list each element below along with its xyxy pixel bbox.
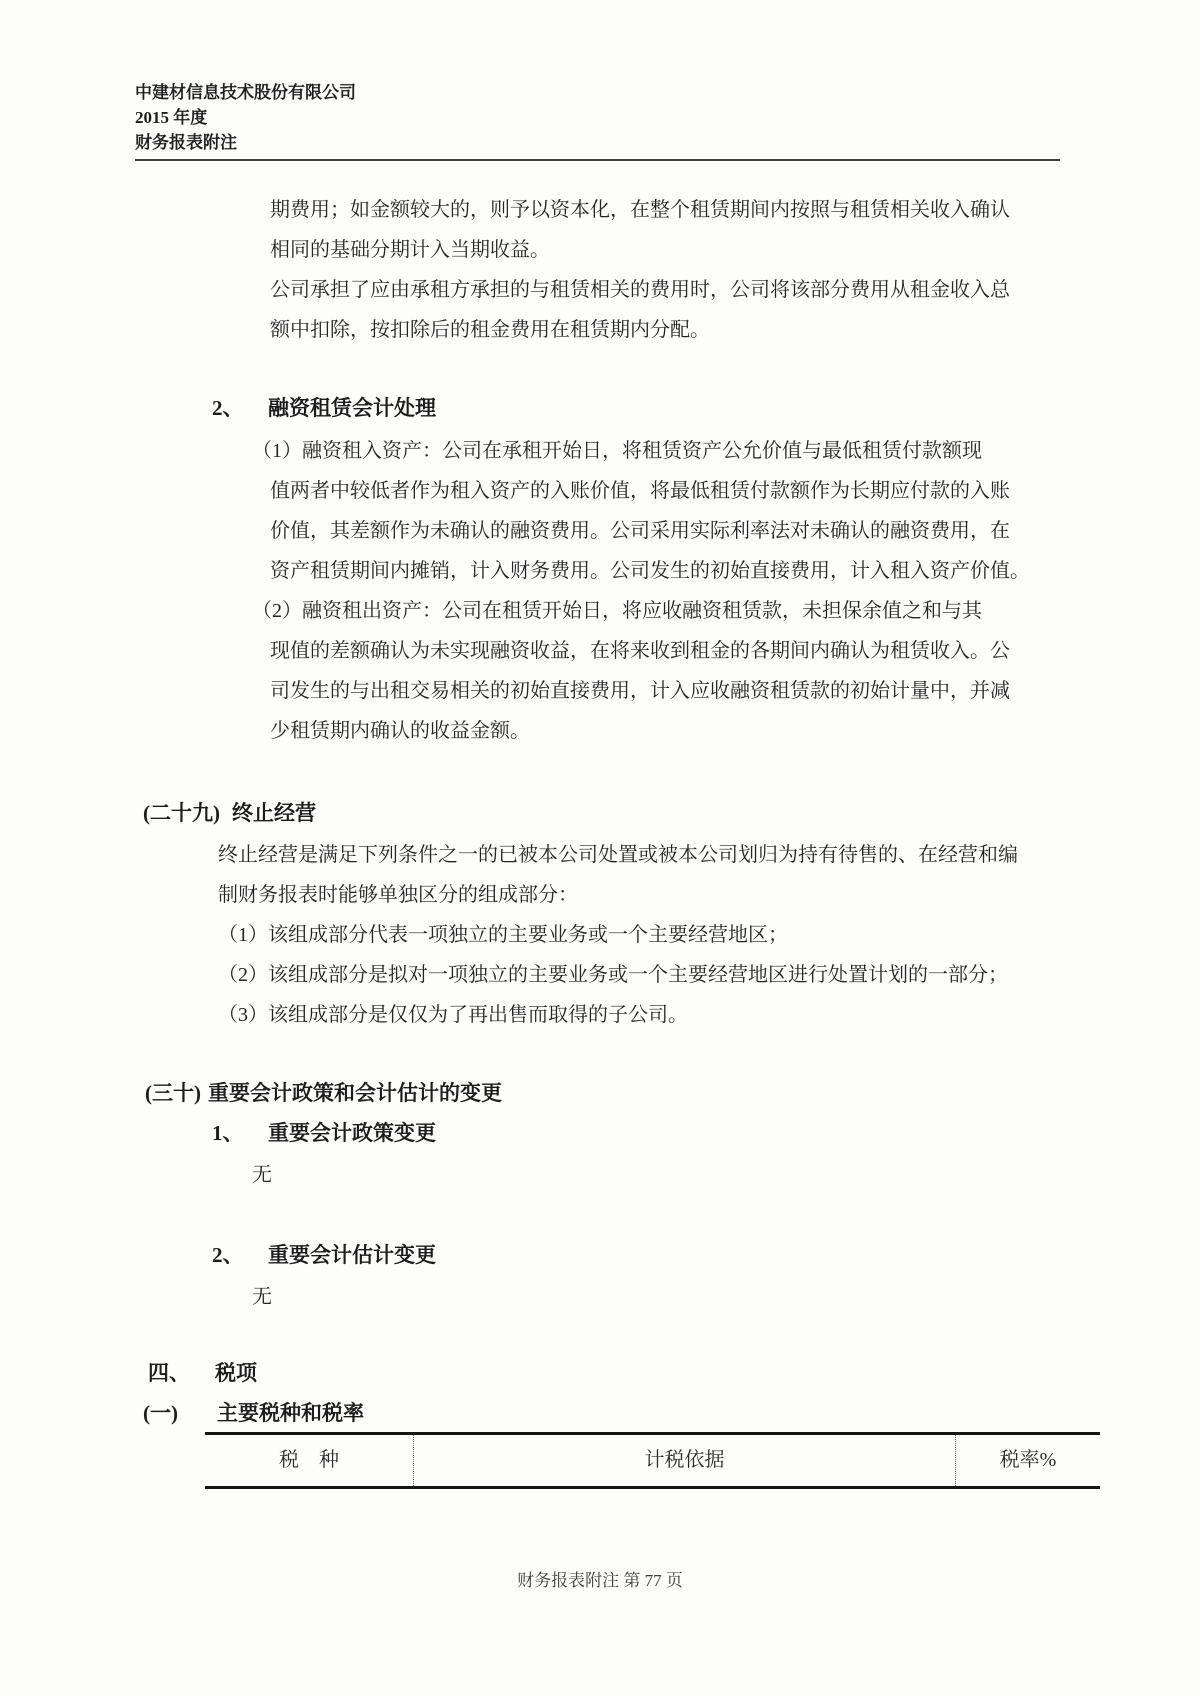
heading-title: 重要会计估计变更 <box>268 1243 436 1267</box>
operating-lease-paragraph <box>270 190 1010 350</box>
text-line: 少租赁期内确认的收益金额。 <box>270 720 530 742</box>
text-line: 终止经营是满足下列条件之一的已被本公司处置或被本公司划归为持有待售的、在经营和编 <box>218 844 1018 866</box>
text-line: 公司承担了应由承租方承担的与租赁相关的费用时，公司将该部分费用从租金收入总 <box>270 279 1010 301</box>
heading-number: (一) <box>143 1401 178 1425</box>
text-line: 司发生的与出租交易相关的初始直接费用，计入应收融资租赁款的初始计量中，并减 <box>270 680 1010 702</box>
heading-number: 2、 <box>212 1243 244 1267</box>
text-line: （2）该组成部分是拟对一项独立的主要业务或一个主要经营地区进行处置计划的一部分； <box>218 964 1008 986</box>
text-line: 价值，其差额作为未确认的融资费用。公司采用实际利率法对未确认的融资费用，在 <box>270 520 1010 542</box>
text-line: 期费用；如金额较大的，则予以资本化，在整个租赁期间内按照与租赁相关收入确认 <box>270 199 1010 221</box>
tax-subsection-heading <box>143 1400 364 1426</box>
header-divider-rule <box>135 159 1060 161</box>
policy-change-content-2: 无 <box>252 1286 272 1308</box>
policy-change-subheading-1 <box>212 1120 436 1146</box>
tax-table-header-tax-rate: 税率% <box>999 1449 1057 1471</box>
text-line: （1）融资租入资产：公司在承租开始日，将租赁资产公允价值与最低租赁付款额现 <box>252 440 982 462</box>
text-line: 相同的基础分期计入当期收益。 <box>270 239 550 261</box>
discontinued-operations-paragraph <box>218 835 1018 1035</box>
header-report-year: 2015 年度 <box>135 108 208 127</box>
text-line: 现值的差额确认为未实现融资收益，在将来收到租金的各期间内确认为租赁收入。公 <box>270 640 1010 662</box>
finance-lease-heading <box>212 395 436 421</box>
policy-change-subheading-2 <box>212 1242 436 1268</box>
text-line: （3）该组成部分是仅仅为了再出售而取得的子公司。 <box>218 1004 688 1026</box>
tax-rate-table <box>205 1432 1100 1489</box>
text-line: （2）融资租出资产：公司在租赁开始日，将应收融资租赁款，未担保余值之和与其 <box>252 600 982 622</box>
tax-table-header-tax-basis: 计税依据 <box>414 1435 956 1486</box>
tax-table-header-tax-type: 税 种 <box>205 1435 414 1486</box>
heading-number: 2、 <box>212 396 244 420</box>
policy-changes-heading <box>145 1080 502 1106</box>
heading-title: 重要会计政策和会计估计的变更 <box>208 1081 502 1105</box>
heading-number: 1、 <box>212 1121 244 1145</box>
heading-title: 主要税种和税率 <box>217 1401 364 1425</box>
heading-number: 四、 <box>148 1361 190 1385</box>
text-line: （1）该组成部分代表一项独立的主要业务或一个主要经营地区； <box>218 924 788 946</box>
heading-title: 终止经营 <box>232 801 316 825</box>
text-line: 制财务报表时能够单独区分的组成部分： <box>218 884 578 906</box>
text-line: 值两者中较低者作为租入资产的入账价值，将最低租赁付款额作为长期应付款的入账 <box>270 480 1010 502</box>
heading-title: 重要会计政策变更 <box>268 1121 436 1145</box>
finance-lease-paragraph <box>252 431 1030 751</box>
text-line: 资产租赁期间内摊销，计入财务费用。公司发生的初始直接费用，计入租入资产价值。 <box>270 560 1030 582</box>
heading-title: 融资租赁会计处理 <box>268 396 436 420</box>
discontinued-operations-heading <box>143 800 316 826</box>
heading-title: 税项 <box>215 1361 257 1385</box>
text-line: 额中扣除，按扣除后的租金费用在租赁期内分配。 <box>270 319 710 341</box>
header-company-name: 中建材信息技术股份有限公司 <box>135 83 356 102</box>
heading-number: (三十) <box>145 1081 201 1105</box>
tax-section-heading <box>148 1360 257 1386</box>
policy-change-content-1: 无 <box>252 1164 272 1186</box>
heading-number: (二十九) <box>143 801 220 825</box>
page-footer: 财务报表附注 第 77 页 <box>517 1571 683 1590</box>
header-doc-title: 财务报表附注 <box>135 133 237 152</box>
